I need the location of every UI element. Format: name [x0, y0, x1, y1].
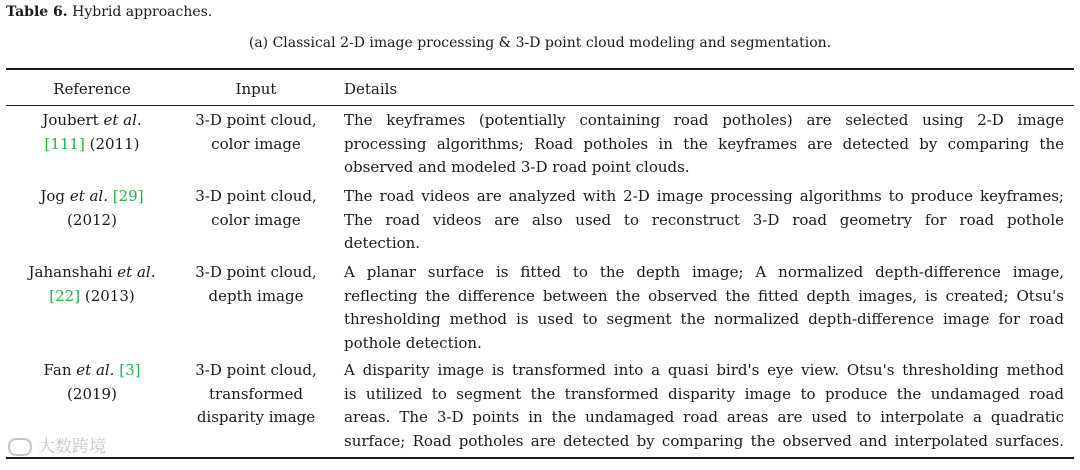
table-top-rule	[6, 68, 1074, 70]
details-line: is utilized to segment the transformed disparity image to produce the undamaged road	[344, 384, 1064, 403]
details-line: A disparity image is transformed into a quasi bird's eye view. Otsu's thresholding method	[344, 361, 1064, 379]
author-name: Jahanshahi	[28, 263, 118, 281]
input-line: depth image	[208, 286, 304, 305]
reference-cell	[6, 109, 178, 156]
input-line: color image	[211, 210, 301, 229]
et-al: et al.	[69, 187, 108, 205]
input-line: transformed	[209, 384, 303, 403]
reference-year: (2012)	[67, 210, 117, 229]
reference-line	[6, 261, 178, 285]
input-line: color image	[211, 134, 301, 153]
watermark-logo-icon	[8, 438, 32, 456]
et-al: et al.	[76, 361, 115, 379]
table-label: Table 6.	[6, 4, 68, 20]
citation-number[interactable]: 22	[55, 286, 75, 305]
input-line: 3-D point cloud,	[195, 263, 317, 281]
reference-year: (2019)	[67, 384, 117, 403]
details-cell	[344, 359, 1064, 453]
reference-cell	[6, 359, 178, 406]
details-cell	[344, 109, 1064, 180]
header-details: Details	[344, 80, 398, 98]
input-cell	[188, 359, 324, 430]
reference-cell	[6, 261, 178, 308]
header-input: Input	[235, 80, 277, 98]
header-reference: Reference	[53, 80, 131, 98]
reference-line	[6, 383, 178, 407]
reference-line	[6, 185, 178, 209]
watermark	[8, 432, 106, 457]
input-line: disparity image	[196, 408, 316, 426]
input-line: 3-D point cloud,	[195, 111, 317, 129]
citation-number[interactable]: 3	[125, 361, 135, 379]
table-title: Hybrid approaches.	[72, 4, 213, 20]
citation-link[interactable]: [22]	[49, 286, 81, 305]
reference-line	[6, 109, 178, 133]
author-name: Fan	[43, 361, 77, 379]
details-line: observed and modeled 3-D road point clouds.	[344, 158, 690, 176]
citation-link[interactable]: [3]	[119, 361, 141, 379]
input-cell	[188, 109, 324, 156]
watermark-text: 大数跨境	[38, 437, 106, 457]
details-cell	[344, 185, 1064, 256]
details-line: The road videos are also used to reconstruct 3-D road geometry for road pothole	[344, 210, 1064, 229]
input-cell	[188, 185, 324, 232]
details-line: detection.	[344, 234, 421, 252]
et-al: et al.	[117, 263, 156, 281]
citation-number[interactable]: 29	[118, 187, 138, 205]
reference-year: (2011)	[84, 134, 140, 153]
details-line: pothole detection.	[344, 333, 482, 352]
details-line: processing algorithms; Road potholes in the keyframes are detected by comparing the	[344, 134, 1064, 153]
input-cell	[188, 261, 324, 308]
reference-line	[6, 209, 178, 233]
citation-number[interactable]: 111	[50, 134, 79, 153]
input-line: 3-D point cloud,	[195, 361, 317, 379]
author-name: Joubert	[42, 111, 104, 129]
table-caption	[6, 4, 212, 20]
citation-link[interactable]: [111]	[44, 134, 85, 153]
author-name: Jog	[40, 187, 70, 205]
details-line: thresholding method is used to segment the normalized depth-difference image for road	[344, 310, 1064, 328]
reference-year: (2013)	[80, 286, 135, 305]
details-line: A planar surface is fitted to the depth image; A normalized depth-difference image,	[344, 263, 1064, 281]
details-line: The keyframes (potentially containing road potholes) are selected using 2-D image	[344, 111, 1064, 129]
details-line: surface; Road potholes are detected by comparing the observed and interpolated surfaces.	[344, 431, 1064, 450]
et-al: et al.	[103, 111, 142, 129]
details-line: areas. The 3-D points in the undamaged road areas are used to interpolate a quadratic	[344, 408, 1064, 426]
reference-cell	[6, 185, 178, 232]
citation-link[interactable]: [29]	[112, 187, 144, 205]
details-cell	[344, 261, 1064, 355]
table-subcaption: (a) Classical 2-D image processing & 3-D point cloud modeling and segmentation.	[248, 35, 832, 51]
input-line: 3-D point cloud,	[195, 187, 317, 205]
details-line: The road videos are analyzed with 2-D image processing algorithms to produce keyframes;	[344, 187, 1064, 205]
table-header-rule	[6, 105, 1074, 106]
table-bottom-rule	[6, 457, 1074, 459]
reference-line	[6, 359, 178, 383]
details-line: reflecting the difference between the observed the fitted depth images, is created; Otsu's	[344, 286, 1064, 305]
reference-line	[6, 285, 178, 309]
reference-line	[6, 133, 178, 157]
